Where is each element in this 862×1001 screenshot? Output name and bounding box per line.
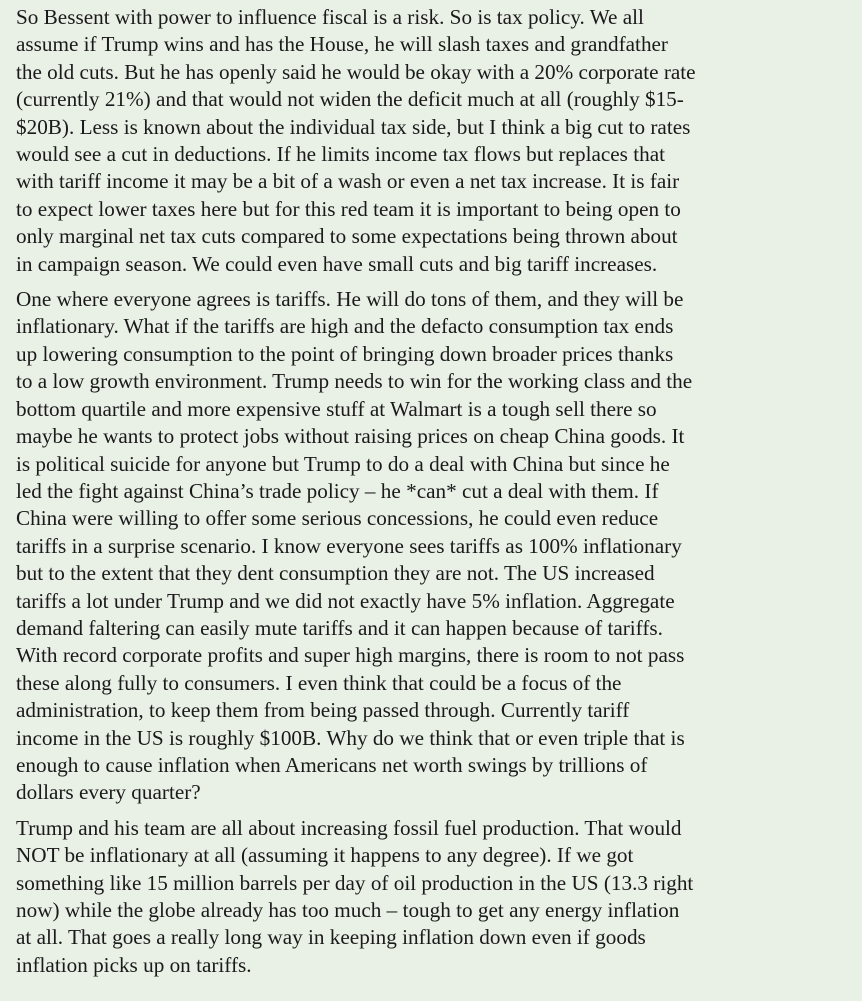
text-line: in campaign season. We could even have small cuts and big tariff increases. <box>16 251 658 276</box>
text-line: maybe he wants to protect jobs without raising prices on cheap China goods. It <box>16 424 685 449</box>
text-line: to expect lower taxes here but for this red team it is important to being open to <box>16 196 681 221</box>
text-line: Trump and his team are all about increasing fossil fuel production. That would <box>16 815 682 840</box>
text-line: is political suicide for anyone but Trump to do a deal with China but since he <box>16 451 670 476</box>
text-line: With record corporate profits and super high margins, there is room to not pass <box>16 643 685 668</box>
text-line: income in the US is roughly $100B. Why do we think that or even triple that is <box>16 725 685 750</box>
text-line: the old cuts. But he has openly said he would be okay with a 20% corporate rate <box>16 59 696 84</box>
text-line: tariffs a lot under Trump and we did not exactly have 5% inflation. Aggregate <box>16 588 675 613</box>
text-line: these along fully to consumers. I even think that could be a focus of the <box>16 670 622 695</box>
text-line: $20B). Less is known about the individual tax side, but I think a big cut to rates <box>16 114 691 139</box>
text-line: enough to cause inflation when Americans net worth swings by trillions of <box>16 752 648 777</box>
text-line: One where everyone agrees is tariffs. He will do tons of them, and they will be <box>16 287 684 312</box>
text-line: inflationary. What if the tariffs are high and the defacto consumption tax ends <box>16 314 674 339</box>
text-line: tariffs in a surprise scenario. I know everyone sees tariffs as 100% inflationary <box>16 533 682 558</box>
text-line: (currently 21%) and that would not widen the deficit much at all (roughly $15- <box>16 87 684 112</box>
paragraph-3 <box>16 815 846 979</box>
text-line: now) while the globe already has too much – tough to get any energy inflation <box>16 898 680 922</box>
text-line: but to the extent that they dent consumption they are not. The US increased <box>16 561 655 586</box>
text-line: bottom quartile and more expensive stuff at Walmart is a tough sell there so <box>16 396 657 421</box>
paragraph-2 <box>16 286 846 807</box>
text-line: something like 15 million barrels per day of oil production in the US (13.3 right <box>16 870 694 895</box>
text-line: NOT be inflationary at all (assuming it happens to any degree). If we got <box>16 843 634 868</box>
text-line: So Bessent with power to influence fiscal is a risk. So is tax policy. We all <box>16 5 644 29</box>
text-line: China were willing to offer some serious concessions, he could even reduce <box>16 506 659 531</box>
text-line: only marginal net tax cuts compared to some expectations being thrown about <box>16 224 678 249</box>
text-line: administration, to keep them from being passed through. Currently tariff <box>16 698 630 723</box>
text-line: to a low growth environment. Trump needs to win for the working class and the <box>16 369 693 394</box>
text-line: dollars every quarter? <box>16 780 201 805</box>
text-line: up lowering consumption to the point of bringing down broader prices thanks <box>16 341 674 366</box>
text-line: led the fight against China’s trade policy – he *can* cut a deal with them. If <box>16 478 659 503</box>
paragraph-1 <box>16 4 846 278</box>
text-line: at all. That goes a really long way in keeping inflation down even if goods <box>16 925 646 950</box>
text-line: with tariff income it may be a bit of a wash or even a net tax increase. It is fair <box>16 169 680 194</box>
text-line: demand faltering can easily mute tariffs and it can happen because of tariffs. <box>16 615 663 640</box>
article-body <box>16 4 846 979</box>
text-line: assume if Trump wins and has the House, he will slash taxes and grandfather <box>16 32 668 57</box>
text-line: inflation picks up on tariffs. <box>16 952 252 977</box>
text-line: would see a cut in deductions. If he limits income tax flows but replaces that <box>16 142 665 167</box>
